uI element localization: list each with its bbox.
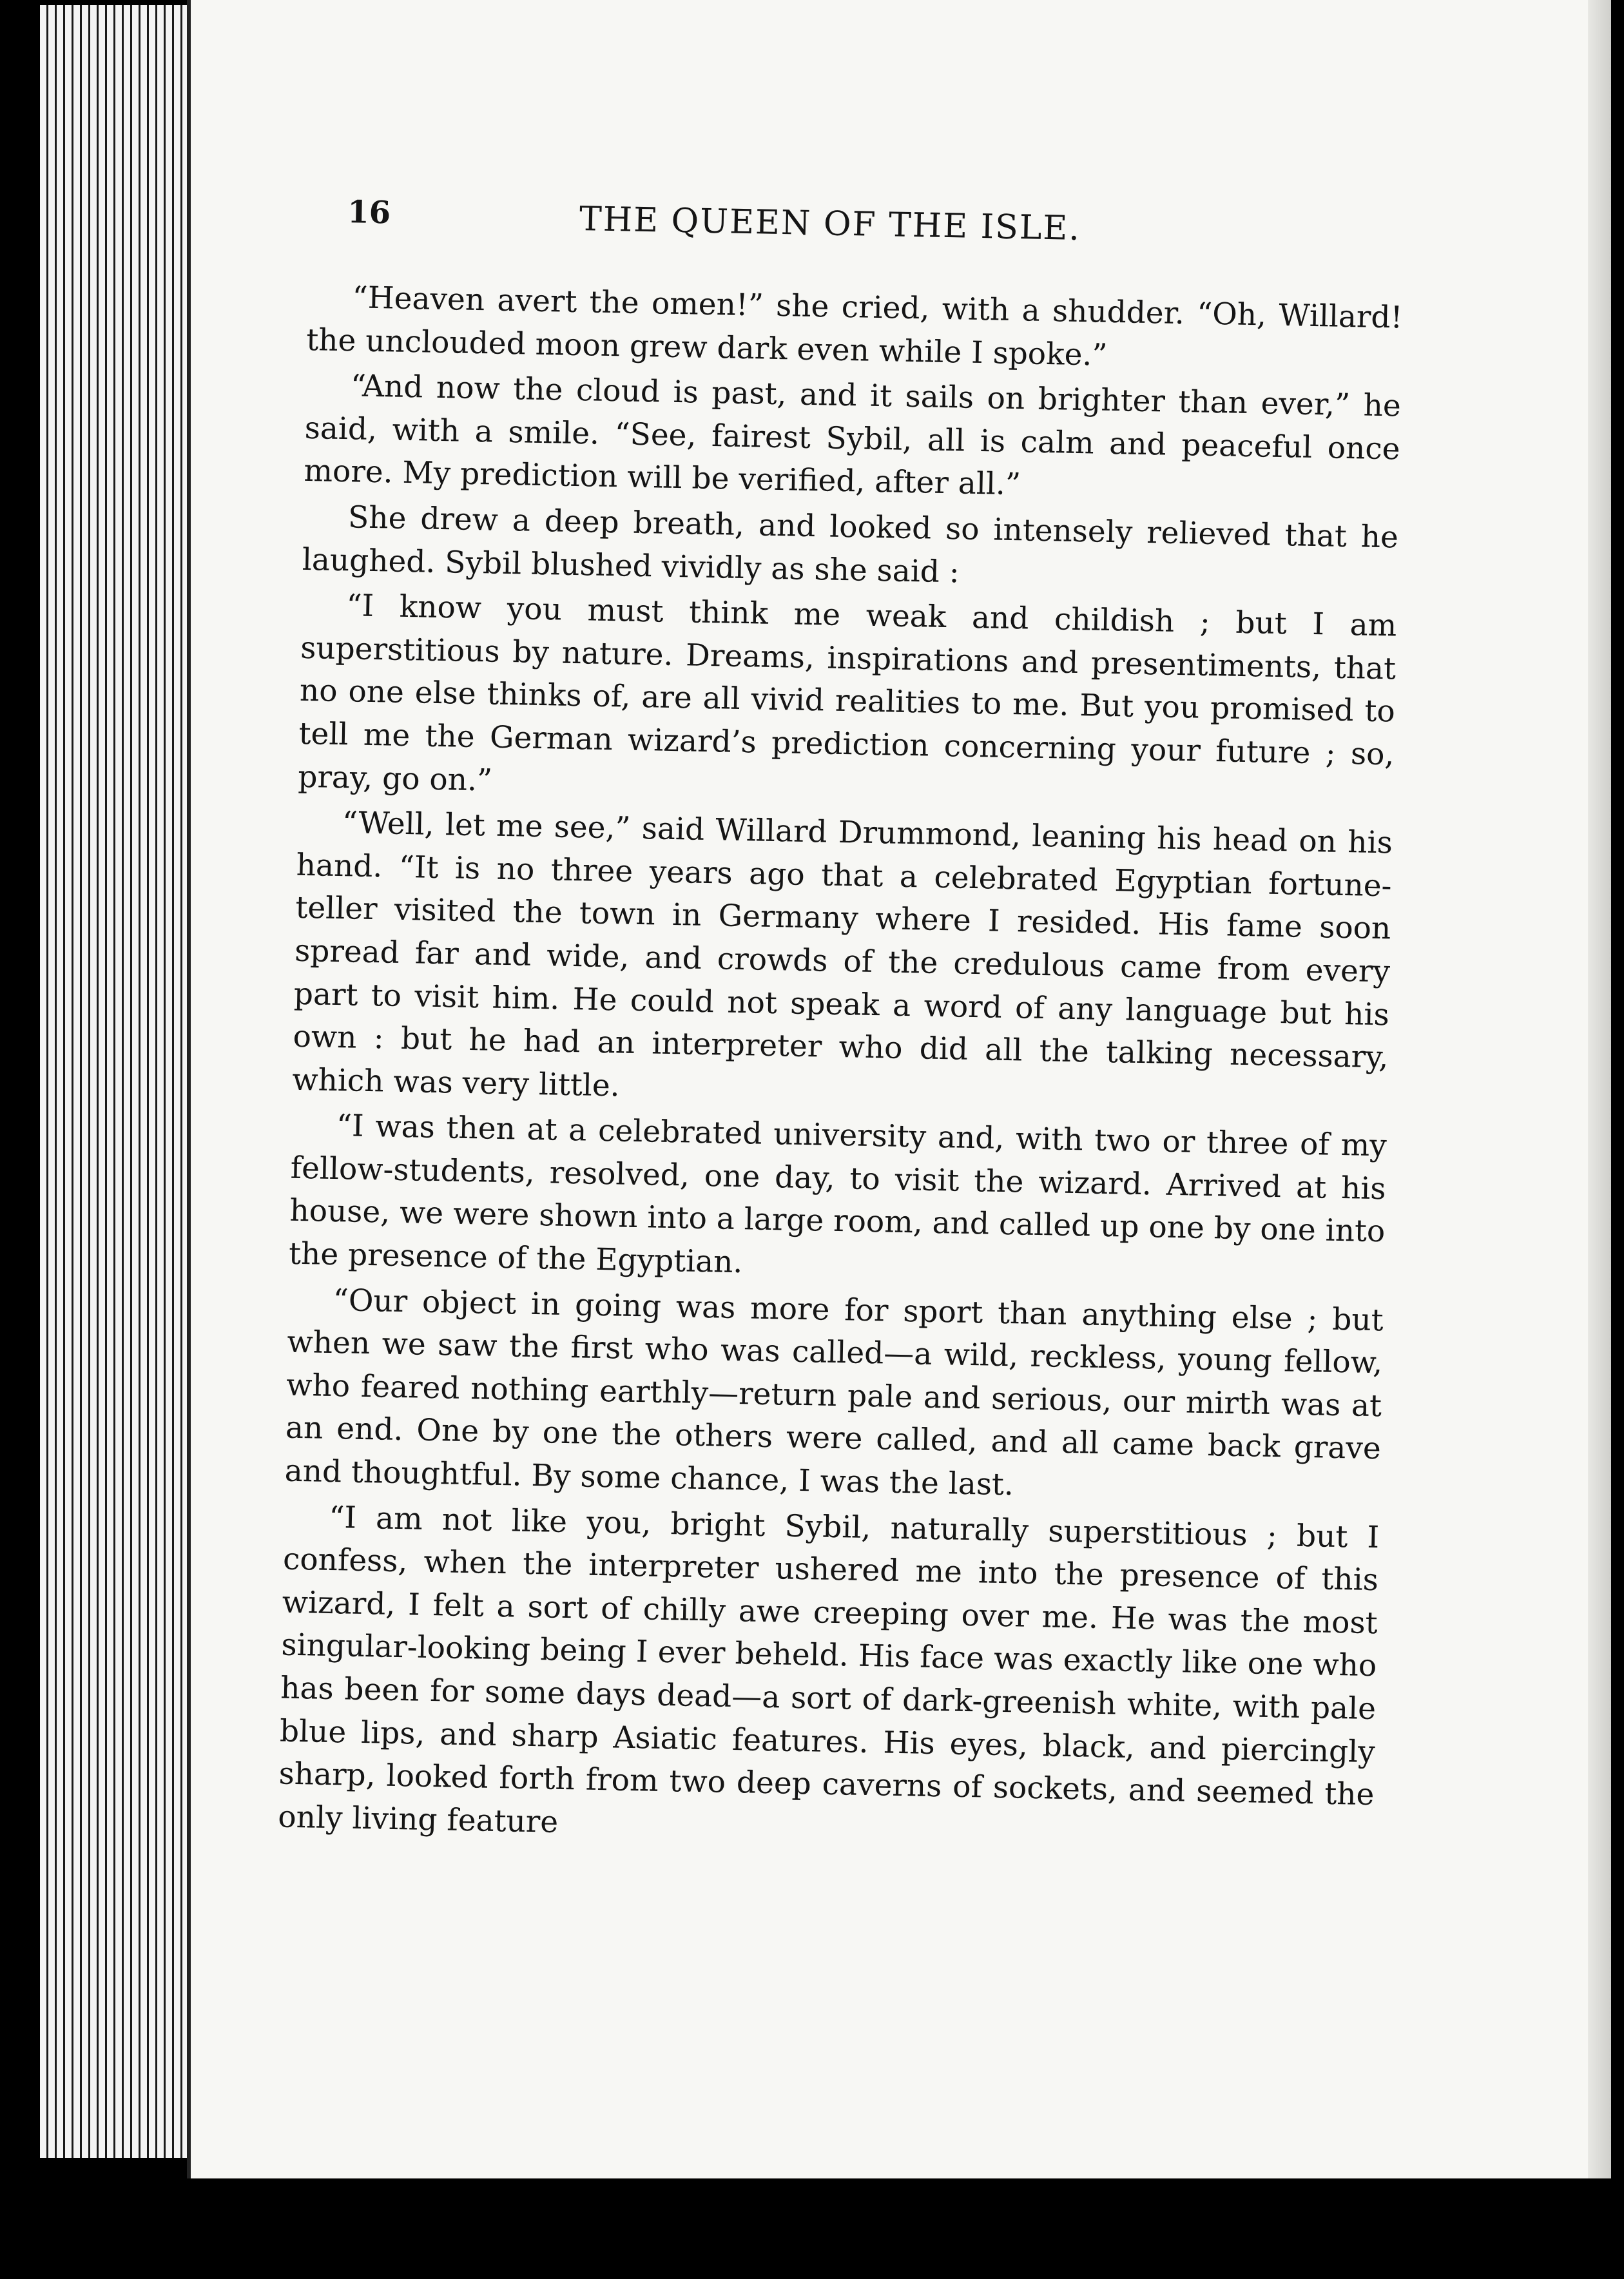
paragraph: “And now the cloud is past, and it sails on brighter than ever,” he said, with a smile. “See, fairest Sybil, all is calm and peaceful once more. My prediction will be verified, after all.”	[304, 368, 1402, 503]
page-text	[278, 187, 1405, 1860]
page-gutter-shadow	[1588, 0, 1611, 2178]
paragraph: “Our object in going was more for sport than anything else ; but when we saw the first who was called—a wild, reckless, young fellow, who feared nothing earthly—return pale and serious, our mirth was at an end. One by one the others were called, and all came back grave and thoughtful. By some chance, I was the last.	[284, 1282, 1384, 1503]
paragraph: “I was then at a celebrated university and, with two or three of my fellow-students, resolved, one day, to visit the wizard. Arrived at his house, we were shown into a large room, and called up one by one into the presence of the Egyptian.	[288, 1108, 1387, 1281]
paragraph: “Well, let me see,” said Willard Drummond, leaning his head on his hand. “It is no three years ago that a celebrated Egyptian fortune-teller visited the town in Germany where I resided. His fame soon spread far and wide, and crowds of the credulous came from every part to visit him. He could not speak a word of any language but his own : but he had an interpreter who did all the talking necessary, which was very little.	[291, 805, 1393, 1104]
running-title: THE QUEEN OF THE ISLE.	[579, 200, 1081, 248]
paragraph: “Heaven avert the omen!” she cried, with a shudder. “Oh, Willard! the unclouded moon grew dark even while I spoke.”	[305, 280, 1403, 373]
paragraph: “I am not like you, bright Sybil, naturally superstitious ; but I confess, when the interpreter ushered me into the presence of this wizard, I felt a sort of chilly awe creeping over me. He was the most singular-looking being I ever beheld. His face was exactly like one who has been for some days dead—a sort of dark-greenish white, with pale blue lips, and sharp Asiatic features. His eyes, black, and piercingly sharp, looked forth from two deep caverns of sockets, and seemed the only living feature	[277, 1499, 1380, 1840]
paragraph: She drew a deep breath, and looked so intensely relieved that he laughed. Sybil blushed vividly as she said :	[302, 499, 1399, 590]
page-number: 16	[347, 194, 391, 231]
stacked-page-edges	[40, 5, 197, 2158]
paragraph: “I know you must think me weak and childish ; but I am superstitious by nature. Dreams, inspirations and presentiments, that no one else thinks of, are all vivid realities to me. But you promised to tell me the German wizard’s prediction concerning your future ; so, pray, go on.”	[297, 588, 1397, 799]
scan-border	[0, 2182, 1624, 2279]
